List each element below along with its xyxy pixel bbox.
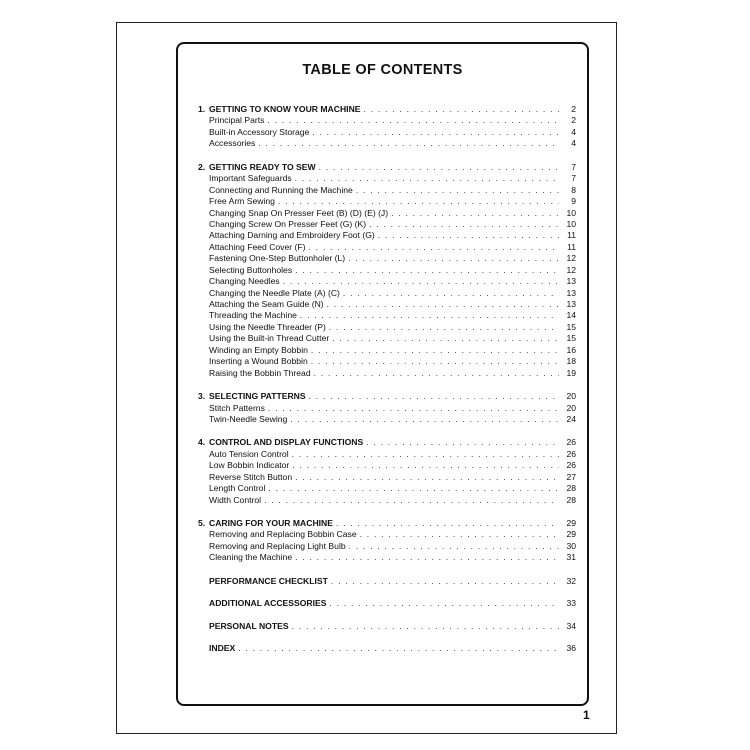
entry-page-number: 29 — [566, 518, 576, 528]
toc-entry — [198, 299, 576, 310]
dot-leader — [295, 552, 559, 563]
toc-entry — [198, 127, 576, 138]
dot-leader — [329, 322, 559, 333]
entry-label: Removing and Replacing Bobbin Case — [209, 529, 357, 540]
toc-entry — [198, 414, 576, 425]
dot-leader — [378, 230, 559, 241]
entry-label: Low Bobbin Indicator — [209, 460, 290, 471]
dot-leader — [327, 299, 559, 310]
entry-page-number: 31 — [566, 552, 576, 563]
entry-page-number: 15 — [566, 321, 576, 332]
entry-label: Changing the Needle Plate (A) (C) — [209, 287, 340, 298]
dot-leader — [349, 541, 559, 552]
entry-page-number: 13 — [566, 299, 576, 309]
toc-entry — [198, 333, 576, 344]
extra-heading — [209, 576, 576, 587]
page-title: TABLE OF CONTENTS — [302, 62, 463, 78]
entry-page-number: 28 — [566, 483, 576, 494]
entry-label: Principal Parts — [209, 115, 265, 126]
entry-page-number: 2 — [571, 104, 576, 114]
toc-entry — [198, 288, 576, 299]
entry-label: Stitch Patterns — [209, 402, 265, 413]
section-heading — [198, 391, 576, 402]
dot-leader — [300, 310, 559, 321]
entry-label: Changing Screw On Presser Feet (G) (K) — [209, 218, 367, 229]
dot-leader — [311, 345, 559, 356]
entry-page-number: 15 — [566, 333, 576, 344]
page-number: 1 — [583, 708, 590, 722]
toc-entry — [198, 242, 576, 253]
dot-leader — [331, 576, 559, 587]
toc-entry — [198, 219, 576, 230]
dot-leader — [290, 414, 559, 425]
entry-label: Removing and Replacing Light Bulb — [209, 540, 346, 551]
dot-leader — [268, 483, 559, 494]
dot-leader — [369, 219, 559, 230]
toc-entry — [198, 115, 576, 126]
entry-page-number: 7 — [571, 161, 576, 172]
toc-entry — [198, 552, 576, 563]
dot-leader — [268, 403, 559, 414]
entry-label: Accessories — [209, 138, 256, 149]
entry-page-number: 11 — [567, 230, 576, 241]
entry-page-number: 4 — [571, 138, 576, 149]
entry-label: Auto Tension Control — [209, 448, 289, 459]
entry-page-number: 32 — [566, 575, 576, 586]
entry-label: INDEX — [209, 643, 236, 654]
dot-leader — [292, 449, 559, 460]
toc-entry — [198, 368, 576, 379]
toc-entry — [198, 449, 576, 460]
entry-page-number: 16 — [566, 344, 576, 355]
toc-entry — [198, 322, 576, 333]
dot-leader — [314, 368, 559, 379]
entry-label: Attaching Darning and Embroidery Foot (G) — [209, 230, 375, 241]
entry-label: Twin-Needle Sewing — [209, 413, 288, 424]
entry-page-number: 13 — [566, 276, 576, 287]
toc-extra-entry — [209, 643, 576, 654]
dot-leader — [311, 356, 559, 367]
entry-label: Free Arm Sewing — [209, 196, 275, 207]
entry-label: Using the Built-in Thread Cutter — [209, 333, 330, 344]
entry-label: GETTING TO KNOW YOUR MACHINE — [209, 104, 361, 114]
toc-entry — [198, 483, 576, 494]
dot-leader — [295, 173, 559, 184]
entry-page-number: 26 — [566, 460, 576, 471]
extra-heading — [209, 643, 576, 654]
entry-label: Fastening One-Step Buttonholer (L) — [209, 253, 346, 264]
toc-entry — [198, 196, 576, 207]
entry-page-number: 29 — [566, 529, 576, 540]
toc-entry — [198, 185, 576, 196]
entry-page-number: 14 — [566, 310, 576, 321]
entry-page-number: 12 — [566, 264, 576, 275]
entry-page-number: 20 — [566, 402, 576, 413]
entry-label: Connecting and Running the Machine — [209, 184, 353, 195]
toc-entry — [198, 276, 576, 287]
entry-page-number: 4 — [571, 126, 576, 137]
section-heading — [198, 104, 576, 115]
dot-leader — [309, 391, 559, 402]
dot-leader — [283, 276, 559, 287]
section-heading — [198, 162, 576, 173]
toc-entry — [198, 345, 576, 356]
entry-label: Attaching Feed Cover (F) — [209, 241, 306, 252]
toc-extra-entry — [209, 576, 576, 587]
dot-leader — [278, 196, 559, 207]
entry-page-number: 10 — [566, 207, 576, 218]
toc-section — [198, 391, 576, 425]
entry-page-number: 26 — [566, 437, 576, 448]
toc-entry — [198, 208, 576, 219]
toc-panel — [176, 42, 589, 706]
section-heading — [198, 437, 576, 448]
entry-page-number: 33 — [566, 598, 576, 609]
entry-page-number: 8 — [571, 184, 576, 195]
entry-label: Changing Snap On Presser Feet (B) (D) (E) (J) — [209, 207, 389, 218]
entry-page-number: 13 — [566, 287, 576, 298]
entry-label: Important Safeguards — [209, 173, 292, 184]
dot-leader — [295, 265, 559, 276]
toc-entry — [198, 310, 576, 321]
entry-label: Threading the Machine — [209, 310, 297, 321]
entry-label: Width Control — [209, 494, 262, 505]
toc-extra-entry — [209, 621, 576, 632]
entry-page-number: 27 — [566, 471, 576, 482]
toc-entry — [198, 265, 576, 276]
entry-page-number: 7 — [571, 173, 576, 184]
entry-label: Cleaning the Machine — [209, 552, 293, 563]
entry-page-number: 20 — [566, 391, 576, 402]
toc-entry — [198, 356, 576, 367]
entry-page-number: 9 — [571, 196, 576, 207]
toc-entry — [198, 138, 576, 149]
entry-label: SELECTING PATTERNS — [209, 391, 306, 402]
toc-section — [198, 437, 576, 506]
dot-leader — [364, 104, 559, 115]
dot-leader — [264, 495, 559, 506]
dot-leader — [366, 437, 559, 448]
dot-leader — [319, 162, 559, 173]
entry-label: Changing Needles — [209, 276, 280, 287]
entry-page-number: 24 — [566, 413, 576, 424]
entry-page-number: 19 — [566, 367, 576, 378]
dot-leader — [295, 472, 559, 483]
entry-label: Attaching the Seam Guide (N) — [209, 299, 324, 309]
dot-leader — [292, 460, 559, 471]
dot-leader — [348, 253, 559, 264]
toc-section — [198, 104, 576, 150]
section-number: 3. — [198, 391, 206, 402]
entry-page-number: 12 — [566, 253, 576, 264]
section-number: 2. — [198, 161, 206, 172]
entry-label: PERSONAL NOTES — [209, 620, 289, 631]
entry-label: ADDITIONAL ACCESSORIES — [209, 598, 327, 609]
dot-leader — [258, 138, 559, 149]
toc-section — [198, 518, 576, 564]
dot-leader — [343, 288, 559, 299]
entry-label: GETTING READY TO SEW — [209, 161, 316, 172]
extra-heading — [209, 621, 576, 632]
toc-extra-entry — [209, 598, 576, 609]
toc-entry — [198, 495, 576, 506]
entry-label: Selecting Buttonholes — [209, 264, 293, 275]
dot-leader — [391, 208, 559, 219]
toc-entry — [198, 173, 576, 184]
entry-label: Length Control — [209, 483, 266, 494]
entry-label: CONTROL AND DISPLAY FUNCTIONS — [209, 437, 364, 448]
entry-page-number: 18 — [566, 356, 576, 367]
dot-leader — [308, 242, 559, 253]
section-number: 5. — [198, 518, 206, 528]
entry-label: Using the Needle Threader (P) — [209, 321, 326, 332]
dot-leader — [238, 643, 559, 654]
dot-leader — [356, 185, 559, 196]
entry-page-number: 11 — [567, 241, 576, 252]
toc-section — [198, 162, 576, 379]
dot-leader — [336, 518, 559, 529]
dot-leader — [360, 529, 559, 540]
dot-leader — [332, 333, 559, 344]
toc-list — [198, 104, 576, 666]
toc-entry — [198, 230, 576, 241]
entry-label: Raising the Bobbin Thread — [209, 367, 311, 378]
entry-label: Reverse Stitch Button — [209, 471, 293, 482]
dot-leader — [267, 115, 559, 126]
entry-page-number: 36 — [566, 643, 576, 654]
entry-page-number: 10 — [566, 218, 576, 229]
dot-leader — [329, 598, 559, 609]
toc-entry — [198, 541, 576, 552]
section-number: 1. — [198, 104, 206, 114]
toc-entry — [198, 460, 576, 471]
entry-page-number: 28 — [566, 494, 576, 505]
entry-page-number: 2 — [571, 115, 576, 126]
entry-page-number: 30 — [566, 540, 576, 551]
dot-leader — [312, 127, 559, 138]
toc-entry — [198, 529, 576, 540]
toc-entry — [198, 472, 576, 483]
section-number: 4. — [198, 437, 206, 448]
entry-label: CARING FOR YOUR MACHINE — [209, 518, 333, 528]
toc-entry — [198, 253, 576, 264]
entry-page-number: 26 — [566, 448, 576, 459]
extra-heading — [209, 598, 576, 609]
entry-label: Built-in Accessory Storage — [209, 126, 310, 137]
entry-label: PERFORMANCE CHECKLIST — [209, 575, 328, 586]
section-heading — [198, 518, 576, 529]
entry-label: Inserting a Wound Bobbin — [209, 356, 308, 367]
dot-leader — [292, 621, 559, 632]
entry-page-number: 34 — [566, 620, 576, 631]
toc-entry — [198, 403, 576, 414]
entry-label: Winding an Empty Bobbin — [209, 344, 308, 355]
